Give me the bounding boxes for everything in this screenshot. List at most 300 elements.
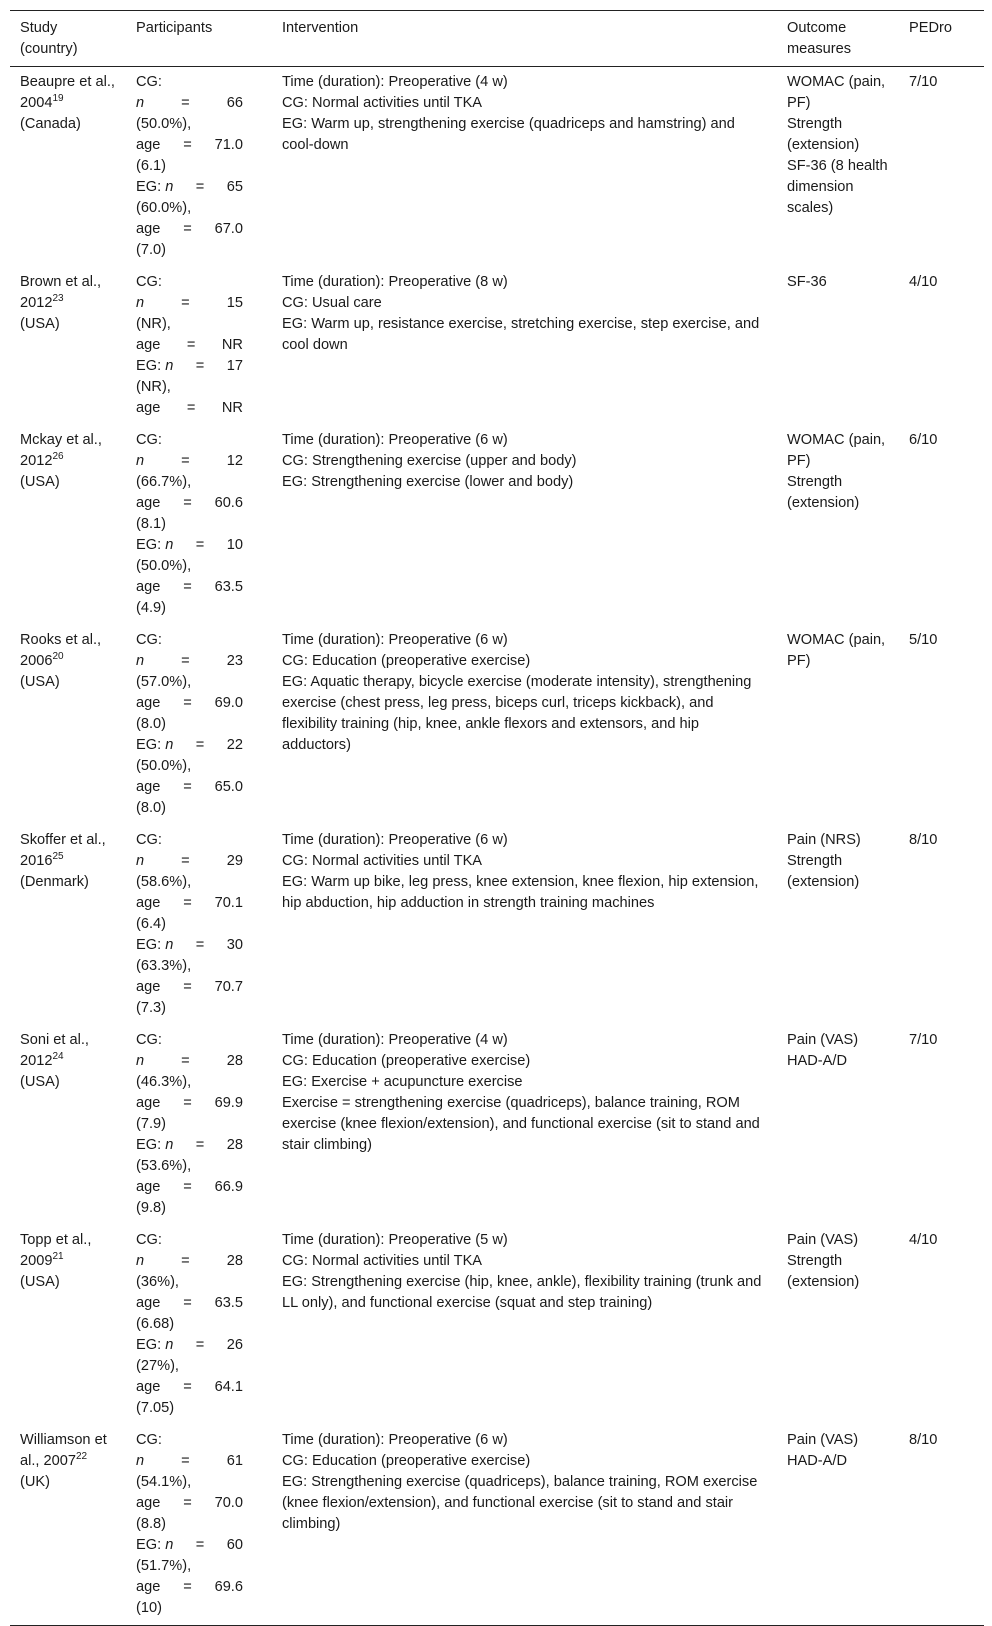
- eg-sd: (8.0): [136, 800, 167, 816]
- header-intervention: Intervention: [272, 11, 777, 67]
- eg-n-key: [136, 735, 173, 756]
- eg-sd: (7.3): [136, 1000, 167, 1016]
- cg-age-key: age: [136, 495, 161, 511]
- eg-n-key: [136, 1335, 173, 1356]
- eg-label: EG:: [136, 179, 166, 195]
- eg-age-key: age: [136, 1579, 161, 1595]
- cg-percent: (66.7%),: [136, 474, 192, 490]
- pedro-score: 7/10: [909, 74, 938, 90]
- header-study-line-2: (country): [20, 41, 78, 57]
- pedro-score: 4/10: [909, 1232, 938, 1248]
- eg-age: [136, 398, 243, 419]
- study-cell: [10, 625, 126, 825]
- eg-label: EG:: [136, 537, 166, 553]
- intervention-line: Time (duration): Preoperative (4 w): [282, 74, 508, 90]
- eg-sd: (7.0): [136, 242, 167, 258]
- cg-sd: (6.1): [136, 158, 167, 174]
- participants-cell: [126, 1425, 272, 1626]
- eg-sd: (4.9): [136, 600, 167, 616]
- outcome-measure: Pain (VAS): [787, 1032, 859, 1048]
- outcomes-cell: [777, 67, 899, 268]
- outcomes-cell: [777, 625, 899, 825]
- table-body: [10, 67, 984, 1626]
- study-ref: 25: [52, 851, 64, 863]
- outcome-measure: SF-36: [787, 274, 827, 290]
- cg-n: [136, 1451, 243, 1472]
- cg-sd: (8.0): [136, 716, 167, 732]
- study-author: Mckay et al., 2012: [20, 432, 102, 469]
- cg-n-value: 23: [226, 653, 243, 669]
- pedro-score: 8/10: [899, 1425, 984, 1626]
- study-ref: 26: [52, 451, 64, 463]
- outcomes-cell: [777, 825, 899, 1025]
- cg-n-key: n: [136, 853, 145, 869]
- cg-age-value: 63.5: [214, 1295, 243, 1311]
- eg-age-value: NR: [221, 400, 243, 416]
- outcome-measure: Strength (extension): [787, 116, 860, 153]
- cg-age-eq: =: [183, 137, 192, 153]
- eg-percent: (50.0%),: [136, 758, 192, 774]
- cg-age-eq: =: [183, 695, 192, 711]
- eg-n: [136, 535, 243, 556]
- cg-age: [136, 893, 243, 914]
- intervention-line: Time (duration): Preoperative (5 w): [282, 1232, 508, 1248]
- eg-percent: (50.0%),: [136, 558, 192, 574]
- intervention-line: Time (duration): Preoperative (4 w): [282, 1032, 508, 1048]
- eg-age-eq: =: [183, 979, 192, 995]
- study-ref: 22: [76, 1451, 88, 1463]
- cg-n-eq: =: [181, 853, 190, 869]
- outcome-measure: Strength (extension): [787, 474, 860, 511]
- cg-percent: (57.0%),: [136, 674, 192, 690]
- intervention-line: EG: Warm up, strengthening exercise (quadriceps and hamstring) and cool-down: [282, 116, 735, 153]
- eg-age-eq: =: [183, 1379, 192, 1395]
- study-cell: [10, 267, 126, 425]
- cg-percent: (46.3%),: [136, 1074, 192, 1090]
- eg-age-eq: =: [183, 1579, 192, 1595]
- eg-n-value: 22: [226, 737, 243, 753]
- header-outcome-measures: Outcome measures: [777, 11, 899, 67]
- cg-label: CG:: [136, 1032, 162, 1048]
- cg-age-eq: =: [183, 1095, 192, 1111]
- eg-age: [136, 1577, 243, 1598]
- cg-n-eq: =: [181, 1253, 190, 1269]
- eg-n-key: [136, 177, 173, 198]
- table-row: [10, 1025, 984, 1225]
- intervention-line: EG: Strengthening exercise (quadriceps), balance training, ROM exercise (knee flexion/extension), and functional exercise (sit to stand and stair climbing): [282, 1474, 758, 1532]
- eg-label: EG:: [136, 1337, 166, 1353]
- cg-n-key: n: [136, 653, 145, 669]
- cg-age-value: 60.6: [214, 495, 243, 511]
- intervention-line: CG: Education (preoperative exercise): [282, 653, 531, 669]
- intervention-cell: [272, 1425, 777, 1626]
- table-row: [10, 825, 984, 1025]
- cg-n-key: n: [136, 95, 145, 111]
- study-author: Brown et al., 2012: [20, 274, 102, 311]
- intervention-line: EG: Warm up, resistance exercise, stretching exercise, step exercise, and cool down: [282, 316, 760, 353]
- cg-n: [136, 93, 243, 114]
- cg-percent: (NR),: [136, 316, 171, 332]
- cg-label: CG:: [136, 274, 162, 290]
- study-cell: [10, 425, 126, 625]
- study-author: Soni et al., 2012: [20, 1032, 89, 1069]
- intervention-line: Time (duration): Preoperative (6 w): [282, 632, 508, 648]
- eg-age-eq: =: [183, 221, 192, 237]
- cg-age: [136, 135, 243, 156]
- outcomes-cell: [777, 267, 899, 425]
- cg-n-value: 28: [226, 1253, 243, 1269]
- eg-n-eq: =: [195, 737, 205, 753]
- eg-age-key: age: [136, 1379, 161, 1395]
- outcome-measure: WOMAC (pain, PF): [787, 74, 886, 111]
- study-country: (Denmark): [20, 874, 89, 890]
- cg-n-key: n: [136, 453, 145, 469]
- eg-n-value: 28: [226, 1137, 243, 1153]
- cg-age-eq: =: [186, 337, 196, 353]
- intervention-line: Time (duration): Preoperative (6 w): [282, 832, 508, 848]
- header-study: [10, 11, 126, 67]
- intervention-line: CG: Education (preoperative exercise): [282, 1453, 531, 1469]
- eg-label: EG:: [136, 737, 166, 753]
- cg-n-value: 28: [226, 1053, 243, 1069]
- eg-n-eq: =: [195, 937, 205, 953]
- cg-age-key: age: [136, 1295, 161, 1311]
- intervention-cell: [272, 625, 777, 825]
- eg-label: EG:: [136, 1137, 166, 1153]
- table-row: [10, 625, 984, 825]
- cg-n: [136, 293, 243, 314]
- table-row: [10, 425, 984, 625]
- outcome-measure: Strength (extension): [787, 1253, 860, 1290]
- cg-n-key: n: [136, 1253, 145, 1269]
- eg-n-key: [136, 535, 173, 556]
- eg-n-value: 17: [226, 358, 243, 374]
- cg-age-key: age: [136, 337, 161, 353]
- outcomes-cell: [777, 425, 899, 625]
- eg-n: [136, 1335, 243, 1356]
- eg-sd: (9.8): [136, 1200, 167, 1216]
- cg-age-value: 70.1: [214, 895, 243, 911]
- cg-age: [136, 335, 243, 356]
- study-country: (USA): [20, 474, 60, 490]
- eg-n-eq: =: [195, 1537, 205, 1553]
- intervention-line: CG: Strengthening exercise (upper and body): [282, 453, 577, 469]
- intervention-line: CG: Normal activities until TKA: [282, 853, 483, 869]
- eg-n-eq: =: [195, 1137, 205, 1153]
- eg-n-value: 10: [226, 537, 243, 553]
- cg-age-key: age: [136, 1495, 161, 1511]
- eg-age-value: 67.0: [214, 221, 243, 237]
- outcome-measure: Pain (NRS): [787, 832, 861, 848]
- eg-n-symbol: n: [165, 358, 174, 374]
- cg-age-value: NR: [221, 337, 243, 353]
- table-row: [10, 267, 984, 425]
- eg-n-eq: =: [195, 179, 205, 195]
- eg-percent: (27%),: [136, 1358, 179, 1374]
- cg-age-key: age: [136, 1095, 161, 1111]
- eg-age-key: age: [136, 979, 161, 995]
- eg-age: [136, 977, 243, 998]
- eg-n-eq: =: [195, 537, 205, 553]
- study-country: (USA): [20, 674, 60, 690]
- eg-label: EG:: [136, 358, 166, 374]
- eg-n-symbol: n: [165, 937, 174, 953]
- study-author: Rooks et al., 2006: [20, 632, 102, 669]
- study-ref: 24: [52, 1051, 64, 1063]
- study-ref: 21: [52, 1251, 64, 1263]
- cg-age-value: 69.9: [214, 1095, 243, 1111]
- eg-n-eq: =: [195, 358, 205, 374]
- cg-label: CG:: [136, 832, 162, 848]
- participants-cell: [126, 625, 272, 825]
- intervention-line: CG: Education (preoperative exercise): [282, 1053, 531, 1069]
- outcomes-cell: [777, 1025, 899, 1225]
- cg-label: CG:: [136, 432, 162, 448]
- pedro-score: 8/10: [909, 832, 938, 848]
- cg-age-key: age: [136, 137, 161, 153]
- eg-age-value: 69.6: [214, 1579, 243, 1595]
- eg-age-key: age: [136, 579, 161, 595]
- cg-age-eq: =: [183, 495, 192, 511]
- outcome-measure: Pain (VAS): [787, 1432, 859, 1448]
- outcome-measure: Strength (extension): [787, 853, 860, 890]
- intervention-line: EG: Strengthening exercise (lower and body): [282, 474, 574, 490]
- header-pedro: PEDro: [899, 11, 984, 67]
- eg-age: [136, 1377, 243, 1398]
- eg-percent: (53.6%),: [136, 1158, 192, 1174]
- intervention-line: CG: Normal activities until TKA: [282, 1253, 483, 1269]
- eg-age-value: 65.0: [214, 779, 243, 795]
- eg-n-value: 60: [226, 1537, 243, 1553]
- eg-age: [136, 219, 243, 240]
- intervention-cell: [272, 425, 777, 625]
- study-author: Topp et al., 2009: [20, 1232, 92, 1269]
- cg-label: CG:: [136, 74, 162, 90]
- study-ref: 23: [52, 293, 64, 305]
- eg-n: [136, 735, 243, 756]
- pedro-score: 7/10: [909, 1032, 938, 1048]
- cg-n-eq: =: [181, 95, 190, 111]
- intervention-line: EG: Strengthening exercise (hip, knee, ankle), flexibility training (trunk and LL only), and functional exercise (squat and step training): [282, 1274, 762, 1311]
- table-row: [10, 1425, 984, 1626]
- cg-sd: (8.8): [136, 1516, 167, 1532]
- cg-n-value: 15: [226, 295, 243, 311]
- eg-age-key: age: [136, 1179, 161, 1195]
- study-author: Skoffer et al., 2016: [20, 832, 106, 869]
- outcome-measure: WOMAC (pain, PF): [787, 632, 886, 669]
- outcomes-cell: [777, 1425, 899, 1626]
- eg-age-key: age: [136, 221, 161, 237]
- cg-n: [136, 651, 243, 672]
- study-cell: [10, 67, 126, 268]
- eg-n-symbol: n: [165, 1537, 174, 1553]
- cg-sd: (6.68): [136, 1316, 175, 1332]
- eg-age-value: 70.7: [214, 979, 243, 995]
- cg-age: [136, 693, 243, 714]
- eg-age-eq: =: [183, 579, 192, 595]
- study-country: (UK): [20, 1474, 50, 1490]
- cg-sd: (6.4): [136, 916, 167, 932]
- eg-n: [136, 1135, 243, 1156]
- header-study-line-1: Study: [20, 20, 58, 36]
- cg-age-key: age: [136, 695, 161, 711]
- study-cell: [10, 1425, 126, 1626]
- pedro-score: 6/10: [909, 432, 938, 448]
- cg-n-key: n: [136, 295, 145, 311]
- eg-label: EG:: [136, 937, 166, 953]
- cg-sd: (8.1): [136, 516, 167, 532]
- outcome-measure: HAD-A/D: [787, 1453, 847, 1469]
- cg-percent: (58.6%),: [136, 874, 192, 890]
- cg-n-key: n: [136, 1053, 145, 1069]
- study-country: (USA): [20, 1274, 60, 1290]
- eg-age-eq: =: [186, 400, 196, 416]
- outcome-measure: HAD-A/D: [787, 1053, 847, 1069]
- eg-percent: (NR),: [136, 379, 171, 395]
- cg-age-value: 70.0: [214, 1495, 243, 1511]
- study-cell: [10, 1225, 126, 1425]
- eg-n: [136, 177, 243, 198]
- cg-n: [136, 851, 243, 872]
- outcome-measure: Pain (VAS): [787, 1232, 859, 1248]
- cg-label: CG:: [136, 1432, 162, 1448]
- intervention-cell: [272, 67, 777, 268]
- table-header: [10, 11, 984, 67]
- header-row: [10, 11, 984, 67]
- intervention-line: CG: Usual care: [282, 295, 382, 311]
- eg-n-symbol: n: [165, 1137, 174, 1153]
- eg-n-symbol: n: [165, 1337, 174, 1353]
- cg-n-eq: =: [181, 1053, 190, 1069]
- intervention-line: EG: Warm up bike, leg press, knee extension, knee flexion, hip extension, hip abduction, hip adduction in strength training machines: [282, 874, 759, 911]
- eg-sd: (10): [136, 1600, 162, 1616]
- cg-age: [136, 1493, 243, 1514]
- cg-sd: (7.9): [136, 1116, 167, 1132]
- eg-n-symbol: n: [165, 737, 174, 753]
- cg-n-eq: =: [181, 453, 190, 469]
- eg-age-key: age: [136, 779, 161, 795]
- cg-age-key: age: [136, 895, 161, 911]
- eg-n-key: [136, 935, 173, 956]
- pedro-score: 4/10: [909, 274, 938, 290]
- cg-age-value: 69.0: [214, 695, 243, 711]
- cg-n-eq: =: [181, 295, 190, 311]
- eg-percent: (63.3%),: [136, 958, 192, 974]
- cg-n-value: 29: [226, 853, 243, 869]
- cg-label: CG:: [136, 632, 162, 648]
- cg-n-key: n: [136, 1453, 145, 1469]
- table-row: [10, 67, 984, 268]
- cg-label: CG:: [136, 1232, 162, 1248]
- cg-percent: (36%),: [136, 1274, 179, 1290]
- intervention-cell: [272, 1025, 777, 1225]
- outcome-measure: SF-36 (8 health dimension scales): [787, 158, 888, 216]
- participants-cell: [126, 67, 272, 268]
- eg-age-value: 66.9: [214, 1179, 243, 1195]
- eg-n-symbol: n: [165, 179, 174, 195]
- eg-n-key: [136, 1135, 173, 1156]
- eg-age: [136, 577, 243, 598]
- eg-age-eq: =: [183, 1179, 192, 1195]
- eg-n-eq: =: [195, 1337, 205, 1353]
- cg-n: [136, 451, 243, 472]
- eg-percent: (51.7%),: [136, 1558, 192, 1574]
- cg-n-eq: =: [181, 653, 190, 669]
- intervention-cell: [272, 825, 777, 1025]
- cg-n: [136, 1251, 243, 1272]
- eg-n-value: 30: [226, 937, 243, 953]
- eg-n-value: 65: [226, 179, 243, 195]
- cg-age: [136, 1293, 243, 1314]
- cg-age-eq: =: [183, 1295, 192, 1311]
- intervention-cell: [272, 1225, 777, 1425]
- study-ref: 19: [52, 93, 64, 105]
- eg-n: [136, 935, 243, 956]
- intervention-line: Time (duration): Preoperative (6 w): [282, 432, 508, 448]
- intervention-line: EG: Aquatic therapy, bicycle exercise (moderate intensity), strengthening exercise (chest press, leg press, biceps curl, triceps kickback), and flexibility training (hip, knee, ankle flexors and extensors, and hip adductors): [282, 674, 752, 753]
- cg-n-value: 12: [226, 453, 243, 469]
- eg-age: [136, 1177, 243, 1198]
- cg-percent: (54.1%),: [136, 1474, 192, 1490]
- cg-age: [136, 1093, 243, 1114]
- cg-n: [136, 1051, 243, 1072]
- eg-n-key: [136, 1535, 173, 1556]
- eg-n: [136, 1535, 243, 1556]
- study-cell: [10, 1025, 126, 1225]
- table-row: [10, 1225, 984, 1425]
- cg-n-value: 66: [226, 95, 243, 111]
- intervention-line: Exercise = strengthening exercise (quadriceps), balance training, ROM exercise (knee flexion/extension), and functional exercise (sit to stand and stair climbing): [282, 1095, 760, 1153]
- intervention-cell: [272, 267, 777, 425]
- cg-age-eq: =: [183, 895, 192, 911]
- studies-table: [10, 10, 984, 1626]
- study-author: Williamson et al., 2007: [20, 1432, 107, 1469]
- outcome-measure: WOMAC (pain, PF): [787, 432, 886, 469]
- study-cell: [10, 825, 126, 1025]
- eg-n-key: [136, 356, 173, 377]
- participants-cell: [126, 1025, 272, 1225]
- cg-n-value: 61: [226, 1453, 243, 1469]
- eg-age-value: 63.5: [214, 579, 243, 595]
- participants-cell: [126, 425, 272, 625]
- eg-age: [136, 777, 243, 798]
- pedro-score: 5/10: [909, 632, 938, 648]
- participants-cell: [126, 267, 272, 425]
- eg-sd: (7.05): [136, 1400, 175, 1416]
- participants-cell: [126, 1225, 272, 1425]
- header-participants: Participants: [126, 11, 272, 67]
- cg-age-value: 71.0: [214, 137, 243, 153]
- intervention-line: EG: Exercise + acupuncture exercise: [282, 1074, 523, 1090]
- eg-age-eq: =: [183, 779, 192, 795]
- cg-age: [136, 493, 243, 514]
- eg-age-key: age: [136, 400, 161, 416]
- study-country: (USA): [20, 316, 60, 332]
- cg-percent: (50.0%),: [136, 116, 192, 132]
- study-ref: 20: [52, 651, 64, 663]
- eg-label: EG:: [136, 1537, 166, 1553]
- eg-n-value: 26: [226, 1337, 243, 1353]
- study-country: (USA): [20, 1074, 60, 1090]
- cg-age-eq: =: [183, 1495, 192, 1511]
- intervention-line: Time (duration): Preoperative (8 w): [282, 274, 508, 290]
- eg-n: [136, 356, 243, 377]
- study-country: (Canada): [20, 116, 81, 132]
- cg-n-eq: =: [181, 1453, 190, 1469]
- intervention-line: Time (duration): Preoperative (6 w): [282, 1432, 508, 1448]
- participants-cell: [126, 825, 272, 1025]
- study-author: Beaupre et al., 2004: [20, 74, 115, 111]
